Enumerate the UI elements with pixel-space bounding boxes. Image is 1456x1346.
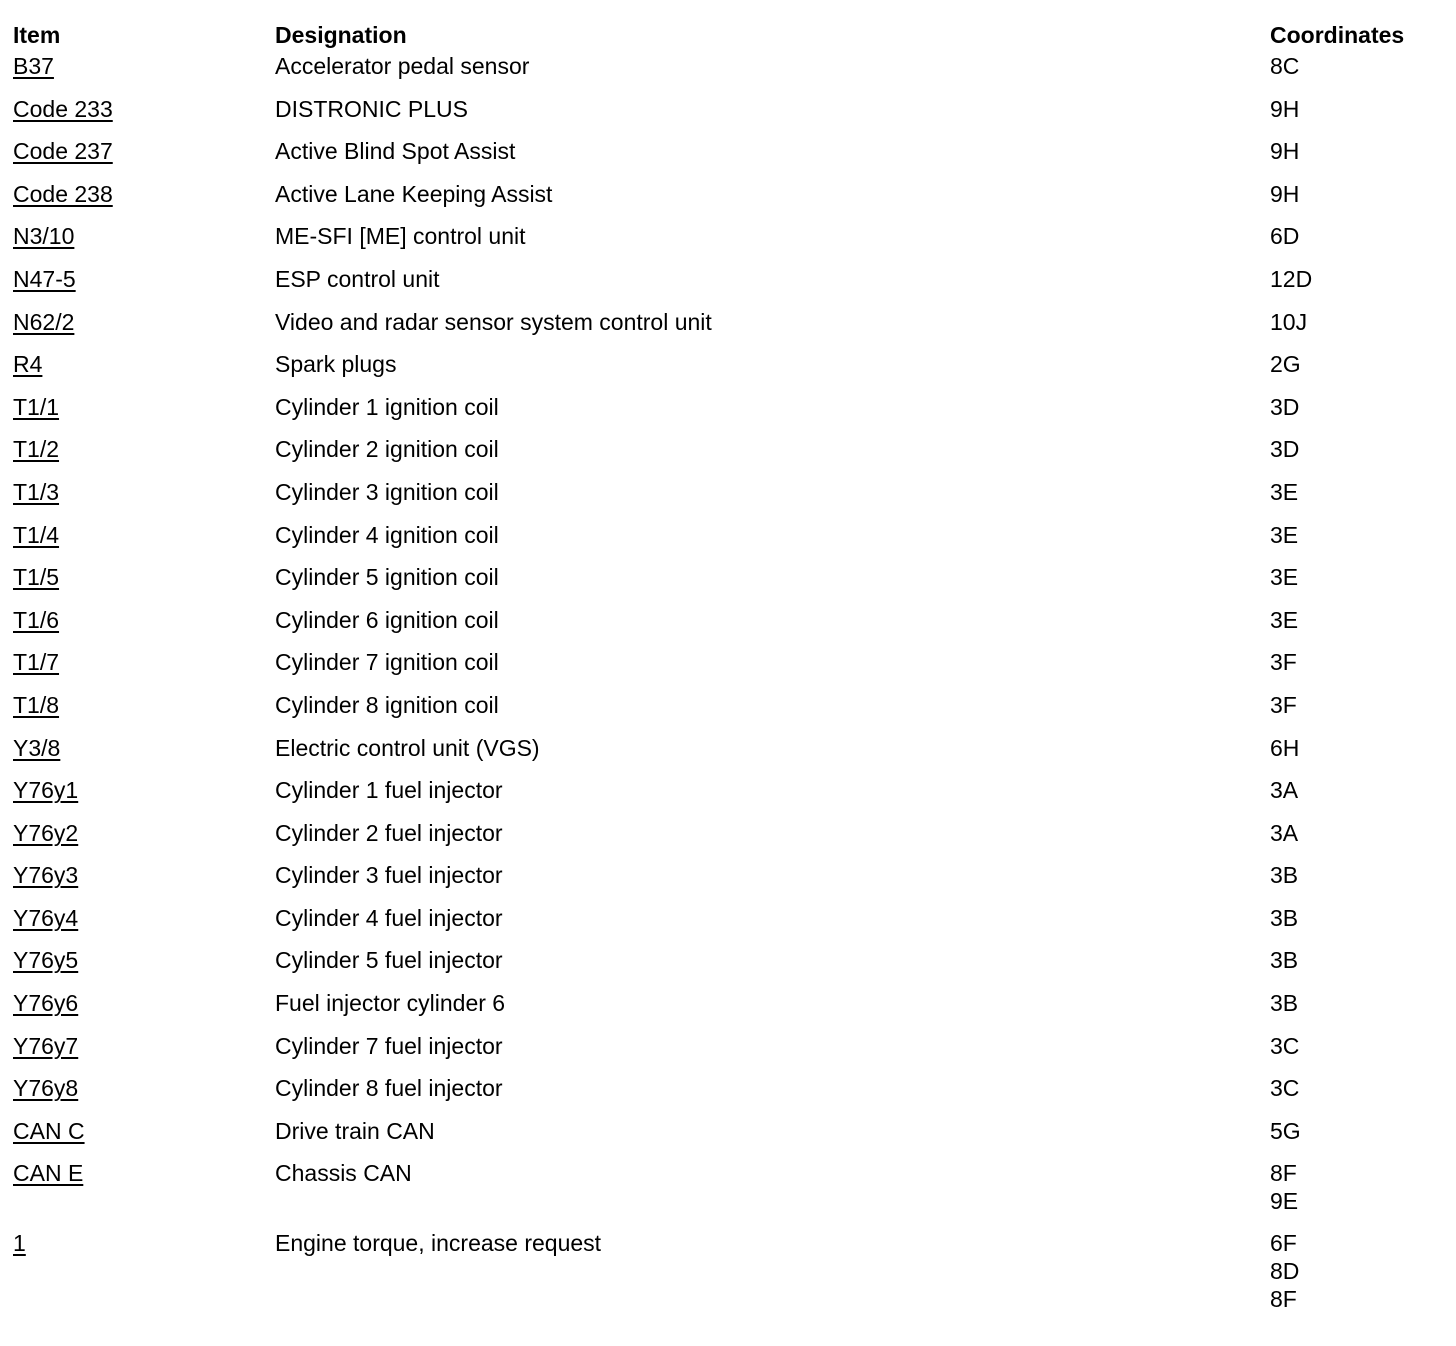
item-link[interactable]: T1/3 [13,478,60,505]
table-row [13,137,1433,180]
coordinate-value: 3B [1270,947,1299,974]
coordinates-cell [1270,180,1433,208]
coordinate-value: 6H [1270,734,1300,761]
item-link[interactable]: T1/1 [13,393,60,420]
item-cell [13,989,275,1017]
item-cell [13,1229,275,1257]
table-row [13,1159,1433,1229]
coordinate-value: 6F [1270,1230,1297,1257]
coordinates-cell [1270,435,1433,463]
coordinates-cell [1270,606,1433,634]
designation-cell: Cylinder 6 ignition coil [275,606,499,633]
designation-cell: Cylinder 7 fuel injector [275,1032,503,1059]
coordinates-cell [1270,648,1433,676]
item-link[interactable]: N47-5 [13,265,76,292]
header-coordinates: Coordinates [1270,22,1405,48]
item-link[interactable]: T1/4 [13,521,60,548]
header-designation: Designation [275,22,407,48]
coordinates-cell [1270,734,1433,762]
item-cell [13,648,275,676]
coordinate-value: 12D [1270,265,1313,292]
coordinates-cell [1270,52,1433,80]
designation-cell: Engine torque, increase request [275,1230,602,1257]
item-cell [13,776,275,804]
item-link[interactable]: Y76y8 [13,1075,79,1102]
coordinate-value: 9E [1270,1188,1299,1215]
table-row [13,1229,1433,1327]
designation-cell: Cylinder 1 ignition coil [275,393,499,420]
item-link[interactable]: T1/2 [13,436,60,463]
item-link[interactable]: Y76y2 [13,819,79,846]
coordinates-cell [1270,776,1433,804]
legend-table [13,18,1433,1327]
table-row [13,861,1433,904]
item-link[interactable]: CAN C [13,1117,85,1144]
coordinates-cell [1270,393,1433,421]
designation-cell: Chassis CAN [275,1160,412,1187]
header-item: Item [13,22,61,48]
coordinates-cell [1270,1032,1433,1060]
designation-cell: Drive train CAN [275,1117,435,1144]
coordinate-value: 3A [1270,819,1299,846]
coordinates-cell [1270,989,1433,1017]
table-row [13,222,1433,265]
designation-cell: ME-SFI [ME] control unit [275,223,526,250]
coordinate-value: 9H [1270,180,1300,207]
item-link[interactable]: Code 233 [13,95,113,122]
item-cell [13,1074,275,1102]
item-link[interactable]: Y76y1 [13,777,79,804]
table-header [13,18,1433,52]
coordinate-value: 10J [1270,308,1308,335]
coordinate-value: 3D [1270,436,1300,463]
coordinates-cell [1270,861,1433,889]
coordinates-cell [1270,563,1433,591]
table-row [13,606,1433,649]
item-cell [13,435,275,463]
item-cell [13,180,275,208]
coordinates-cell [1270,691,1433,719]
coordinates-cell [1270,350,1433,378]
table-row [13,350,1433,393]
table-row [13,393,1433,436]
coordinate-value: 8F [1270,1160,1297,1187]
coordinate-value: 3E [1270,478,1299,505]
item-link[interactable]: Y76y3 [13,862,79,889]
table-row [13,819,1433,862]
item-link[interactable]: Y76y7 [13,1032,79,1059]
item-link[interactable]: Y76y5 [13,947,79,974]
table-row [13,691,1433,734]
designation-cell: Cylinder 2 ignition coil [275,436,499,463]
coordinates-cell [1270,1074,1433,1102]
item-cell [13,52,275,80]
item-cell [13,946,275,974]
coordinate-value: 3B [1270,990,1299,1017]
item-cell [13,1159,275,1187]
coordinate-value: 9H [1270,138,1300,165]
item-cell [13,265,275,293]
table-row [13,904,1433,947]
coordinate-value: 3A [1270,777,1299,804]
item-cell [13,95,275,123]
item-link[interactable]: Code 237 [13,138,113,165]
coordinate-value: 2G [1270,351,1301,378]
item-cell [13,691,275,719]
coordinates-cell [1270,1117,1433,1145]
item-cell [13,308,275,336]
designation-cell: Video and radar sensor system control unit [275,308,712,335]
coordinate-value: 3F [1270,691,1297,718]
item-cell [13,904,275,932]
table-row [13,52,1433,95]
designation-cell: Cylinder 5 fuel injector [275,947,503,974]
coordinates-cell [1270,946,1433,974]
item-link[interactable]: T1/8 [13,691,60,718]
item-link[interactable]: Y76y4 [13,904,79,931]
table-body [13,52,1433,1327]
item-cell [13,393,275,421]
item-link[interactable]: R4 [13,351,43,378]
item-link[interactable]: 1 [13,1230,26,1257]
table-row [13,989,1433,1032]
coordinate-value: 3E [1270,521,1299,548]
item-cell [13,1117,275,1145]
item-link[interactable]: T1/5 [13,564,60,591]
coordinates-cell [1270,478,1433,506]
coordinate-value: 8D [1270,1258,1300,1285]
coordinates-cell [1270,95,1433,123]
designation-cell: Cylinder 5 ignition coil [275,564,499,591]
coordinates-cell [1270,1159,1433,1215]
designation-cell: Spark plugs [275,351,397,378]
coordinate-value: 5G [1270,1117,1301,1144]
item-cell [13,819,275,847]
designation-cell: Cylinder 4 fuel injector [275,904,503,931]
table-row [13,734,1433,777]
coordinates-cell [1270,265,1433,293]
item-cell [13,478,275,506]
designation-cell: Active Lane Keeping Assist [275,180,553,207]
item-link[interactable]: CAN E [13,1160,84,1187]
coordinate-value: 8F [1270,1286,1297,1313]
coordinate-value: 3C [1270,1075,1300,1102]
item-link[interactable]: T1/6 [13,606,60,633]
item-cell [13,521,275,549]
coordinate-value: 3D [1270,393,1300,420]
coordinates-cell [1270,308,1433,336]
coordinate-value: 3E [1270,606,1299,633]
table-row [13,308,1433,351]
table-row [13,776,1433,819]
designation-cell: Cylinder 8 ignition coil [275,691,499,718]
item-link[interactable]: Y76y6 [13,990,79,1017]
coordinate-value: 6D [1270,223,1300,250]
table-row [13,946,1433,989]
coordinate-value: 9H [1270,95,1300,122]
table-row [13,478,1433,521]
designation-cell: Cylinder 4 ignition coil [275,521,499,548]
item-cell [13,222,275,250]
coordinate-value: 3C [1270,1032,1300,1059]
coordinate-value: 3F [1270,649,1297,676]
designation-cell: DISTRONIC PLUS [275,95,468,122]
coordinate-value: 3E [1270,564,1299,591]
designation-cell: Cylinder 2 fuel injector [275,819,503,846]
designation-cell: Fuel injector cylinder 6 [275,990,506,1017]
item-cell [13,137,275,165]
table-row [13,1117,1433,1160]
designation-cell: Accelerator pedal sensor [275,53,530,79]
table-row [13,648,1433,691]
item-link[interactable]: Y3/8 [13,734,61,761]
item-link[interactable]: N62/2 [13,308,75,335]
item-cell [13,606,275,634]
table-row [13,435,1433,478]
designation-cell: Cylinder 3 fuel injector [275,862,503,889]
item-link[interactable]: N3/10 [13,223,75,250]
coordinates-cell [1270,819,1433,847]
item-link[interactable]: B37 [13,53,54,79]
coordinate-value: 8C [1270,53,1300,79]
item-cell [13,350,275,378]
coordinates-cell [1270,904,1433,932]
coordinates-cell [1270,1229,1433,1313]
table-row [13,1074,1433,1117]
table-row [13,521,1433,564]
table-row [13,95,1433,138]
table-row [13,265,1433,308]
designation-cell: Cylinder 7 ignition coil [275,649,499,676]
designation-cell: Active Blind Spot Assist [275,138,516,165]
item-link[interactable]: T1/7 [13,649,60,676]
designation-cell: Cylinder 3 ignition coil [275,478,499,505]
designation-cell: Cylinder 1 fuel injector [275,777,503,804]
table-row [13,563,1433,606]
designation-cell: ESP control unit [275,265,440,292]
item-cell [13,861,275,889]
table-row [13,180,1433,223]
item-cell [13,734,275,762]
coordinates-cell [1270,521,1433,549]
coordinates-cell [1270,222,1433,250]
coordinate-value: 3B [1270,862,1299,889]
coordinate-value: 3B [1270,904,1299,931]
coordinates-cell [1270,137,1433,165]
table-row [13,1032,1433,1075]
designation-cell: Cylinder 8 fuel injector [275,1075,503,1102]
item-link[interactable]: Code 238 [13,180,113,207]
designation-cell: Electric control unit (VGS) [275,734,540,761]
item-cell [13,563,275,591]
item-cell [13,1032,275,1060]
